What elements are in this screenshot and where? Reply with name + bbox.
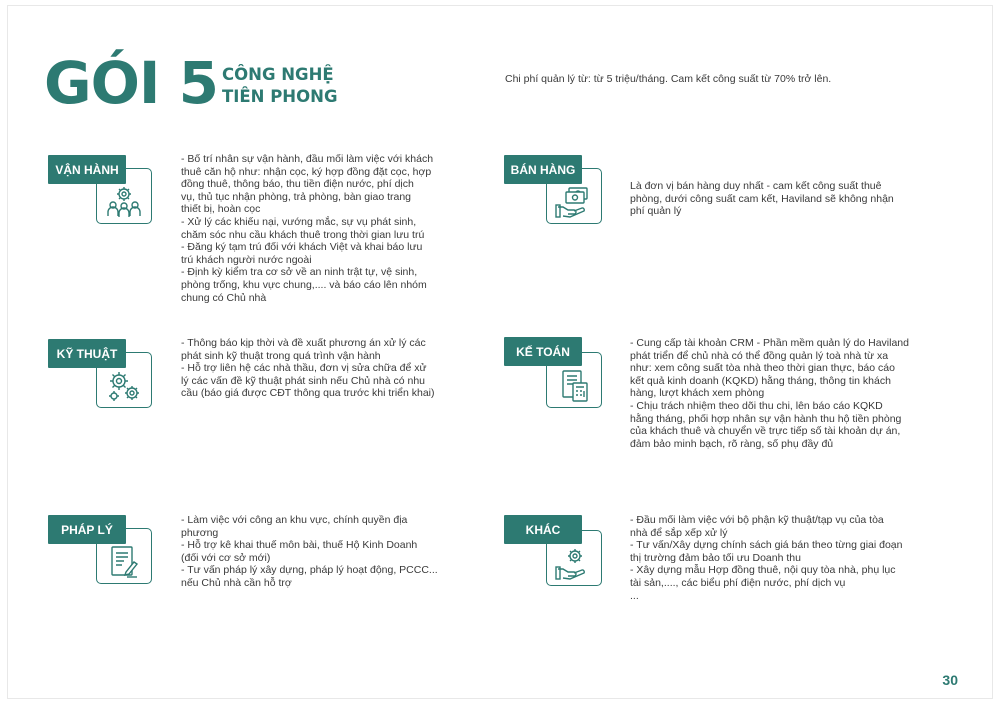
text-line: hàng, lượt khách xem phòng (630, 387, 765, 400)
text-line: kết quả kinh doanh (KQKD) hằng tháng, thông tin khách (630, 374, 891, 387)
text-line: phát sinh kỹ thuật trong quá trình vận hành (181, 349, 381, 362)
text-line: phòng trống, khu vực chung,.... và báo cáo lên nhóm (181, 278, 427, 291)
ky-thuat-text (181, 337, 481, 400)
text-line: của khách thuê và chuyển về trực tiếp số tài khoản dự án, (630, 425, 901, 438)
text-line: như: xem công suất tòa nhà theo thời gian thực, báo cáo (630, 362, 895, 375)
ky-thuat-label: KỸ THUẬT (48, 339, 126, 368)
text-line: - Đầu mối làm việc với bộ phận kỹ thuật/tạp vụ của tòa (630, 514, 884, 526)
text-line: chăm sóc nhu cầu khách thuê trong thời gian lưu trú (181, 228, 425, 241)
text-line: lý các vấn đề kỹ thuật phát sinh nếu Chủ nhà có nhu (181, 374, 425, 387)
khac-text (630, 514, 950, 602)
text-line: đồng thuê, thông báo, thu tiền điện nước, phí dịch (181, 178, 414, 191)
phap-ly-label: PHÁP LÝ (48, 515, 126, 544)
text-line: thị trường đảm bảo tối ưu Doanh thu (630, 551, 801, 564)
text-line: chung có Chủ nhà (181, 291, 267, 304)
text-line: - Hỗ trợ liên hệ các nhà thầu, đơn vị sửa chữa để xử (181, 362, 427, 375)
text-line: thuê căn hộ như: nhận cọc, ký hợp đồng đặt cọc, hợp (181, 165, 432, 178)
ke-toan-text (630, 337, 950, 450)
text-line: trú khách người nước ngoài (181, 253, 312, 266)
gears-icon (105, 369, 143, 403)
invoice-icon (555, 369, 593, 403)
van-hanh-text (181, 153, 481, 304)
text-line: - Xây dựng mẫu Hợp đồng thuê, nội quy tòa nhà, phụ lục (630, 564, 896, 577)
text-line: đảm bảo minh bạch, rõ ràng, số phụ đầy đủ (630, 437, 834, 450)
package-subtitle (222, 64, 338, 108)
fee-note: Chi phí quản lý từ: từ 5 triệu/tháng. Cam kết công suất từ 70% trở lên. (505, 73, 832, 85)
phap-ly-text (181, 514, 481, 590)
text-line: - Thông báo kịp thời và đề xuất phương án xử lý các (181, 337, 426, 349)
text-line: nhà để sắp xếp xử lý (630, 526, 728, 539)
text-line: tài sản,...., các biểu phí điện nước, phí dịch vụ (630, 576, 846, 589)
text-line: - Làm việc với công an khu vực, chính quyền địa (181, 514, 408, 526)
ban-hang-label: BÁN HÀNG (504, 155, 582, 184)
team-gear-icon (105, 185, 143, 219)
khac-label: KHÁC (504, 515, 582, 544)
text-line: ... (630, 589, 639, 602)
text-line: - Hỗ trợ kê khai thuế môn bài, thuế Hộ Kinh Doanh (181, 539, 418, 552)
text-line: cầu (báo giá được CĐT thông qua trước khi triển khai) (181, 387, 435, 400)
text-line: thiết bị, hoàn cọc (181, 203, 261, 216)
ban-hang-text (630, 180, 950, 218)
text-line: - Bố trí nhân sự vận hành, đầu mối làm việc với khách (181, 153, 434, 165)
van-hanh-label: VẬN HÀNH (48, 155, 126, 184)
text-line: - Xử lý các khiếu nại, vướng mắc, sự vụ phát sinh, (181, 215, 417, 228)
text-line: - Tư vấn pháp lý xây dựng, pháp lý hoạt động, PCCC... (181, 564, 438, 577)
text-line: hằng tháng, phối hợp nhân sự vận hành thu hộ tiền phòng (630, 412, 902, 425)
text-line: - Cung cấp tài khoản CRM - Phần mềm quản lý do Haviland (630, 337, 909, 349)
text-line: nếu Chủ nhà cần hỗ trợ (181, 576, 292, 589)
text-line: vụ, thủ tục nhận phòng, trả phòng, bàn giao trang (181, 190, 412, 203)
text-line: phát triển để chủ nhà có thể đồng quản lý toà nhà từ xa (630, 349, 889, 362)
text-line: phương (181, 526, 219, 539)
hand-money-icon (555, 185, 593, 219)
text-line: - Tư vấn/Xây dựng chính sách giá bán theo từng giai đoạn (630, 539, 903, 552)
page-number: 30 (942, 672, 958, 688)
legal-document-icon (105, 545, 143, 579)
text-line: Là đơn vị bán hàng duy nhất - cam kết công suất thuê (630, 180, 882, 192)
text-line: - Đăng ký tạm trú đối với khách Việt và khai báo lưu (181, 241, 423, 254)
text-line: phí quản lý (630, 205, 682, 218)
ke-toan-label: KẾ TOÁN (504, 337, 582, 366)
text-line: (đối với cơ sở mới) (181, 551, 271, 564)
subtitle-line-1: CÔNG NGHỆ (222, 65, 334, 84)
hand-gear-icon (555, 547, 593, 581)
package-title: GÓI 5 (44, 49, 219, 117)
text-line: phòng, dưới công suất cam kết, Haviland sẽ không nhận (630, 192, 894, 205)
subtitle-line-2: TIÊN PHONG (222, 87, 338, 106)
text-line: - Định kỳ kiểm tra cơ sở về an ninh trật tự, vệ sinh, (181, 266, 418, 279)
text-line: - Chịu trách nhiệm theo dõi thu chi, lên báo cáo KQKD (630, 399, 883, 412)
